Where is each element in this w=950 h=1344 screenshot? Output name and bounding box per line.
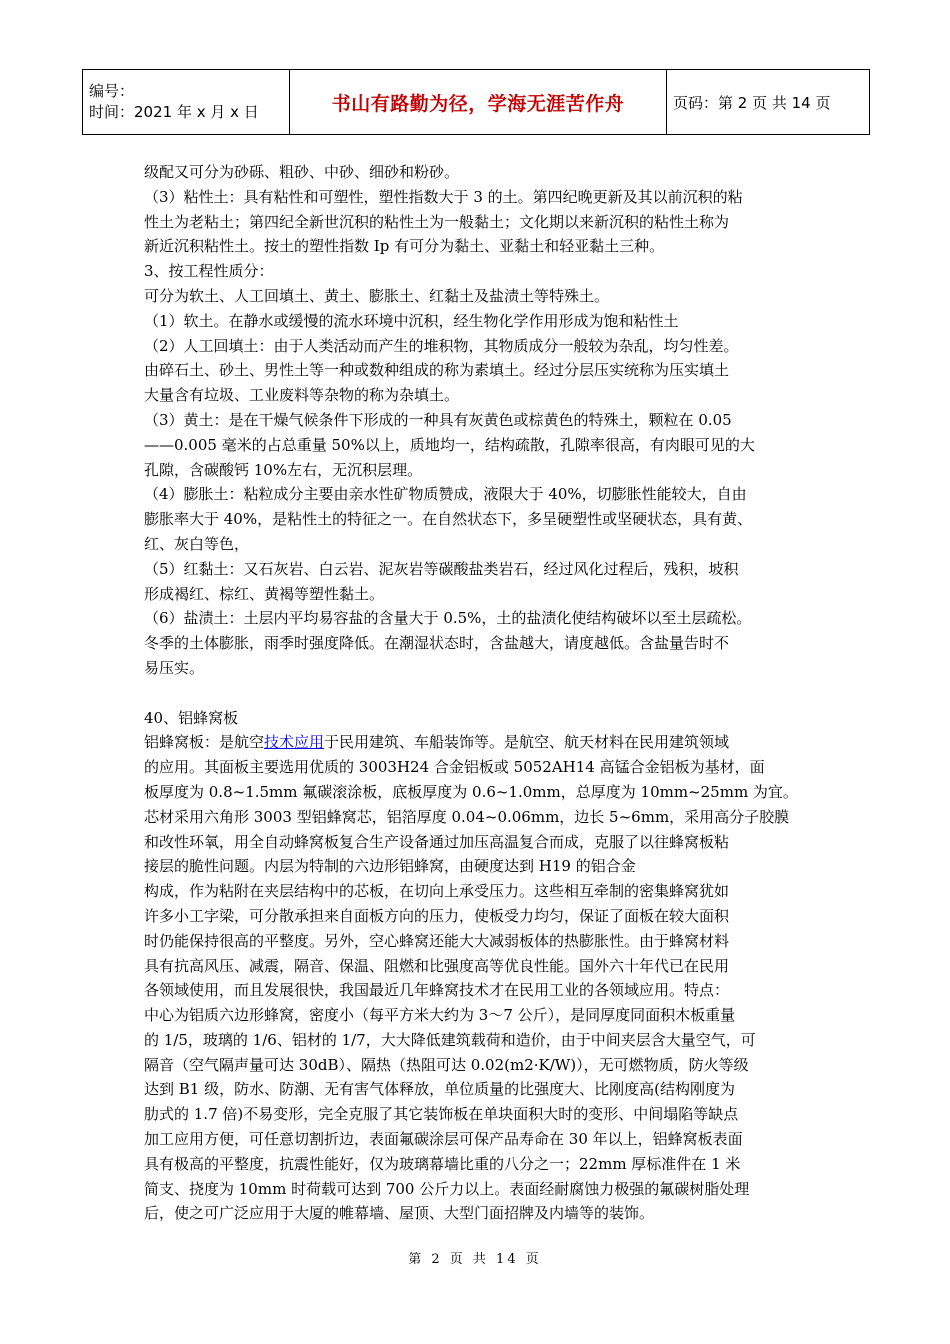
header-page-info: 页码：第 2 页 共 14 页: [667, 70, 870, 135]
header-meta-cell: [83, 70, 290, 135]
doc-number-label: 编号：: [89, 82, 135, 100]
body-line: 加工应用方便，可任意切割折边，表面氟碳涂层可保产品寿命在 30 年以上，铝蜂窝板表面: [144, 1130, 743, 1149]
body-line: 达到 B1 级，防水、防潮、无有害气体释放，单位质量的比强度大、比刚度高(结构刚度为: [144, 1080, 735, 1099]
body-line: 可分为软土、人工回填土、黄土、膨胀土、红黏土及盐渍土等特殊土。: [144, 286, 610, 305]
date-label: 时间：2021 年 x 月 x 日: [89, 103, 259, 121]
header-table: [82, 69, 870, 135]
page-footer: 第 2 页 共 14 页: [408, 1252, 542, 1267]
body-line: 的 1/5，玻璃的 1/6、铝材的 1/7，大大降低建筑载荷和造价，由于中间夹层含大量空气，可: [144, 1030, 756, 1049]
body-line: 3、按工程性质分：: [144, 262, 274, 281]
body-line: （5）红黏土：又石灰岩、白云岩、泥灰岩等碳酸盐类岩石，经过风化过程后，残积，坡积: [144, 559, 739, 578]
body-line: 和改性环氧，用全自动蜂窝板复合生产设备通过加压高温复合而成，克服了以往蜂窝板粘: [144, 832, 730, 851]
body-line: 大量含有垃圾、工业废料等杂物的称为杂填土。: [144, 386, 460, 405]
tech-application-link[interactable]: 技术应用: [264, 733, 325, 752]
body-line: 冬季的土体膨胀，雨季时强度降低。在潮湿状态时，含盐越大，请度越低。含盐量告时不: [144, 634, 730, 653]
body-line: 具有极高的平整度，抗震性能好，仅为玻璃幕墙比重的八分之一；22mm 厚标准件在 1 米: [144, 1154, 741, 1173]
body-line: 后，使之可广泛应用于大厦的帷幕墙、屋顶、大型门面招牌及内墙等的装饰。: [144, 1204, 655, 1223]
body-line: （3）黄土：是在干燥气候条件下形成的一种具有灰黄色或棕黄色的特殊土，颗粒在 0.05: [144, 410, 732, 429]
body-line: （6）盐渍土：土层内平均易容盐的含量大于 0.5%，土的盐渍化使结构破坏以至土层疏松。: [144, 609, 752, 628]
body-line: （1）软土。在静水或缓慢的流水环境中沉积，经生物化学作用形成为饱和粘性土: [144, 311, 679, 330]
body-line: 的应用。其面板主要选用优质的 3003H24 合金铝板或 5052AH14 高锰合金铝板为基材，面: [144, 758, 765, 777]
blank-line: [144, 681, 812, 706]
header-motto: 书山有路勤为径，学海无涯苦作舟: [290, 70, 667, 135]
body-line: （3）粘性土：具有粘性和可塑性，塑性指数大于 3 的土。第四纪晚更新及其以前沉积的粘: [144, 187, 743, 206]
document-body: [144, 160, 812, 1226]
body-line: 许多小工字梁，可分散承担来自面板方向的压力，使板受力均匀，保证了面板在较大面积: [144, 906, 730, 925]
body-line: 时仍能保持很高的平整度。另外，空心蜂窝还能大大减弱板体的热膨胀性。由于蜂窝材料: [144, 931, 730, 950]
body-line: 具有抗高风压、减震，隔音、保温、阻燃和比强度高等优良性能。国外六十年代已在民用: [144, 956, 730, 975]
body-line: 各领域使用，而且发展很快，我国最近几年蜂窝技术才在民用工业的各领域应用。特点：: [144, 981, 730, 1000]
body-line: 形成褐红、棕红、黄褐等塑性黏土。: [144, 584, 385, 603]
section-title: 40、铝蜂窝板: [144, 708, 239, 727]
body-line: 红、灰白等色，: [144, 534, 250, 553]
body-line: 接层的脆性问题。内层为特制的六边形铝蜂窝，由硬度达到 H19 的铝合金: [144, 857, 636, 876]
body-line: 芯材采用六角形 3003 型铝蜂窝芯，铝箔厚度 0.04~0.06mm，边长 5~6mm，采用高分子胶膜: [144, 807, 790, 826]
line-text-before-link: 铝蜂窝板：是航空: [144, 733, 265, 752]
body-line: 简支、挠度为 10mm 时荷载可达到 700 公斤力以上。表面经耐腐蚀力极强的氟碳树脂处理: [144, 1179, 750, 1198]
body-line: 膨胀率大于 40%，是粘性土的特征之一。在自然状态下，多呈硬塑性或坚硬状态，具有黄、: [144, 510, 753, 529]
body-line: 板厚度为 0.8~1.5mm 氟碳滚涂板，底板厚度为 0.6~1.0mm，总厚度为 10mm~25mm 为宜。: [144, 782, 798, 801]
body-line: 孔隙，含碳酸钙 10%左右，无沉积层理。: [144, 460, 423, 479]
body-line: 隔音（空气隔声量可达 30dB）、隔热（热阻可达 0.02(m2·K/W)），无可燃物质，防火等级: [144, 1055, 749, 1074]
line-text-after-link: 于民用建筑、车船装饰等。是航空、航天材料在民用建筑领域: [324, 733, 730, 752]
body-line: 由碎石土、砂土、男性土等一种或数种组成的称为素填土。经过分层压实统称为压实填土: [144, 361, 730, 380]
body-line: （2）人工回填土：由于人类活动而产生的堆积物，其物质成分一般较为杂乱，均匀性差。: [144, 336, 739, 355]
body-line: （4）膨胀土：粘粒成分主要由亲水性矿物质赞成，液限大于 40%，切膨胀性能较大，自由: [144, 485, 747, 504]
body-line: 性土为老粘土；第四纪全新世沉积的粘性土为一般黏土；文化期以来新沉积的粘性土称为: [144, 212, 730, 231]
body-line: 易压实。: [144, 658, 205, 677]
body-line: 级配又可分为砂砾、粗砂、中砂、细砂和粉砂。: [144, 163, 460, 181]
body-line: 新近沉积粘性土。按土的塑性指数 Ip 有可分为黏土、亚黏土和轻亚黏土三种。: [144, 237, 665, 256]
body-line: 中心为铝质六边形蜂窝，密度小（每平方米大约为 3～7 公斤），是同厚度同面积木板重量: [144, 1006, 736, 1025]
body-line: 构成，作为粘附在夹层结构中的芯板，在切向上承受压力。这些相互牵制的密集蜂窝犹如: [144, 882, 730, 901]
body-line: 肋式的 1.7 倍)不易变形，完全克服了其它装饰板在单块面积大时的变形、中间塌陷等缺点: [144, 1105, 739, 1124]
body-line-with-link: [144, 730, 812, 755]
body-line: ——0.005 毫米的占总重量 50%以上，质地均一，结构疏散，孔隙率很高，有肉眼可见的大: [144, 435, 755, 454]
